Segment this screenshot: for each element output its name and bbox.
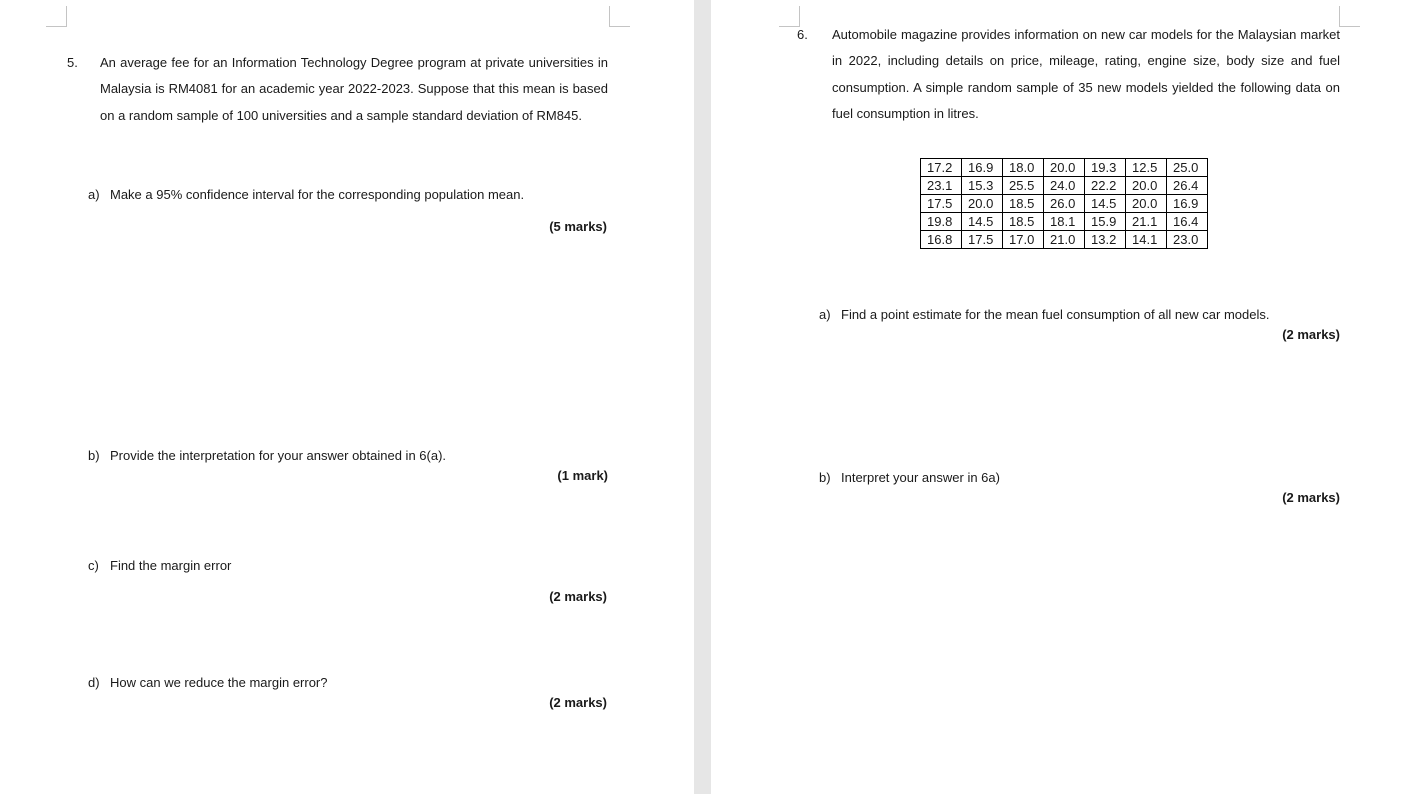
marks-label: (1 mark) xyxy=(557,468,608,483)
table-cell: 25.5 xyxy=(1003,177,1044,195)
part-text: Interpret your answer in 6a) xyxy=(841,470,1000,485)
table-cell: 17.0 xyxy=(1003,231,1044,249)
margin-corner-mark xyxy=(46,6,67,27)
table-cell: 16.4 xyxy=(1167,213,1208,231)
table-cell: 14.5 xyxy=(962,213,1003,231)
table-cell: 25.0 xyxy=(1167,159,1208,177)
part-text: Make a 95% confidence interval for the corresponding population mean. xyxy=(110,187,525,202)
table-cell: 26.0 xyxy=(1044,195,1085,213)
question-part-d xyxy=(88,675,328,690)
table-cell: 15.9 xyxy=(1085,213,1126,231)
part-label: b) xyxy=(819,470,831,485)
margin-corner-mark xyxy=(779,6,800,27)
table-cell: 14.5 xyxy=(1085,195,1126,213)
document-page-right xyxy=(711,0,1419,794)
part-label: a) xyxy=(819,307,831,322)
part-text: Provide the interpretation for your answer obtained in 6(a). xyxy=(110,448,447,463)
table-row xyxy=(921,231,1208,249)
marks-label: (5 marks) xyxy=(549,219,607,234)
table-row xyxy=(921,195,1208,213)
table-cell: 23.1 xyxy=(921,177,962,195)
table-cell: 19.3 xyxy=(1085,159,1126,177)
table-cell: 26.4 xyxy=(1167,177,1208,195)
question-part-b xyxy=(88,448,446,463)
table-cell: 18.1 xyxy=(1044,213,1085,231)
margin-corner-mark xyxy=(1339,6,1360,27)
part-text: Find a point estimate for the mean fuel consumption of all new car models. xyxy=(841,307,1270,322)
table-cell: 17.2 xyxy=(921,159,962,177)
question-number: 6. xyxy=(797,27,808,42)
marks-label: (2 marks) xyxy=(549,695,607,710)
table-cell: 18.5 xyxy=(1003,195,1044,213)
table-cell: 20.0 xyxy=(1126,195,1167,213)
table-cell: 19.8 xyxy=(921,213,962,231)
part-label: d) xyxy=(88,675,100,690)
table-cell: 18.5 xyxy=(1003,213,1044,231)
question-text: An average fee for an Information Technology Degree program at private universities in Malaysia is RM4081 for an academic year 2022-2023. Suppose that this mean is based on a random sample of 100 universities and a sample standard deviation of RM845. xyxy=(100,55,608,123)
table-cell: 20.0 xyxy=(1126,177,1167,195)
question-text: Automobile magazine provides information on new car models for the Malaysian market in 2022, including details on price, mileage, rating, engine size, body size and fuel consumption. A simple random sample of 35 new models yielded the following data on fuel consumption in litres. xyxy=(832,27,1340,122)
question-part-a xyxy=(88,187,524,202)
table-cell: 12.5 xyxy=(1126,159,1167,177)
part-text: How can we reduce the margin error? xyxy=(110,675,328,690)
table-cell: 20.0 xyxy=(962,195,1003,213)
table-cell: 15.3 xyxy=(962,177,1003,195)
table-cell: 16.9 xyxy=(1167,195,1208,213)
part-label: b) xyxy=(88,448,100,463)
fuel-consumption-table xyxy=(920,158,1208,249)
table-cell: 21.1 xyxy=(1126,213,1167,231)
table-cell: 18.0 xyxy=(1003,159,1044,177)
table-cell: 16.9 xyxy=(962,159,1003,177)
table-row xyxy=(921,213,1208,231)
table-cell: 16.8 xyxy=(921,231,962,249)
margin-corner-mark xyxy=(609,6,630,27)
part-text: Find the margin error xyxy=(110,558,232,573)
marks-label: (2 marks) xyxy=(1282,490,1340,505)
part-label: a) xyxy=(88,187,100,202)
table-row xyxy=(921,159,1208,177)
document-page-left xyxy=(0,0,694,794)
part-label: c) xyxy=(88,558,99,573)
table-cell: 21.0 xyxy=(1044,231,1085,249)
table-cell: 17.5 xyxy=(962,231,1003,249)
marks-label: (2 marks) xyxy=(549,589,607,604)
page-gutter xyxy=(694,0,711,794)
table-cell: 23.0 xyxy=(1167,231,1208,249)
question-part-b xyxy=(819,470,1000,485)
table-row xyxy=(921,177,1208,195)
table-cell: 14.1 xyxy=(1126,231,1167,249)
question-part-c xyxy=(88,558,231,573)
table-cell: 13.2 xyxy=(1085,231,1126,249)
table-cell: 22.2 xyxy=(1085,177,1126,195)
table-cell: 17.5 xyxy=(921,195,962,213)
table-cell: 20.0 xyxy=(1044,159,1085,177)
table-cell: 24.0 xyxy=(1044,177,1085,195)
marks-label: (2 marks) xyxy=(1282,327,1340,342)
question-number: 5. xyxy=(67,55,78,70)
question-part-a xyxy=(819,307,1270,322)
